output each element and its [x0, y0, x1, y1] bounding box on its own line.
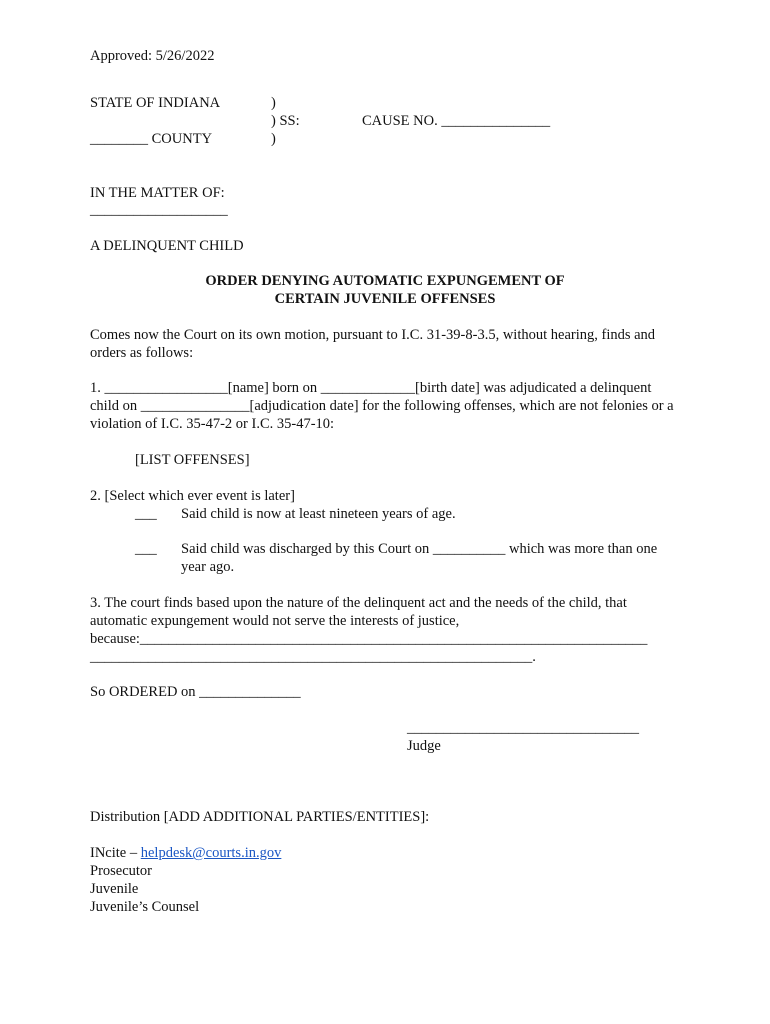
distribution-prosecutor: Prosecutor [90, 863, 153, 879]
cause-number: CAUSE NO. _______________ [362, 113, 551, 129]
matter-label: IN THE MATTER OF: [90, 185, 225, 201]
because-line: because:______________________________________________________________________ [90, 631, 648, 647]
option-2-text: Said child was discharged by this Court on __________ which was more than one year ago. [181, 541, 658, 575]
signature-line: ________________________________ [407, 720, 639, 736]
matter-child: A DELINQUENT CHILD [90, 238, 244, 254]
option-1-text: Said child is now at least nineteen years of age. [181, 506, 456, 522]
list-offenses: [LIST OFFENSES] [135, 452, 250, 468]
judge-label: Judge [407, 738, 441, 754]
distribution-juvenile: Juvenile [90, 881, 139, 897]
title-line-1: ORDER DENYING AUTOMATIC EXPUNGEMENT OF [205, 273, 565, 289]
caption-county: ________ COUNTY [90, 131, 213, 147]
incite-email-link[interactable]: helpdesk@courts.in.gov [140, 845, 282, 861]
paragraph-2-heading: 2. [Select which ever event is later] [90, 488, 295, 504]
incite-label: INcite – [90, 845, 141, 861]
because-line-2: _____________________________________________________________. [90, 649, 536, 665]
distribution-counsel: Juvenile’s Counsel [90, 899, 200, 915]
paragraph-1: 1. _________________[name] born on _____________[birth date] was adjudicated a delinquent child on _______________[adjudication date] for the following offenses, which are not felonies or a violation of I.C. 35-47-2 or I.C. 35-47-10: [90, 380, 674, 432]
approved-date: Approved: 5/26/2022 [90, 48, 215, 64]
caption-paren-3: ) [271, 131, 276, 147]
caption-state: STATE OF INDIANA [90, 95, 221, 111]
so-ordered: So ORDERED on ______________ [90, 684, 301, 700]
caption-paren-1: ) [271, 95, 276, 111]
distribution-heading: Distribution [ADD ADDITIONAL PARTIES/ENTITIES]: [90, 809, 430, 825]
caption-ss: ) SS: [271, 113, 300, 129]
matter-blank: ___________________ [90, 202, 228, 218]
distribution-incite [90, 844, 281, 862]
option-1-blank: ___ [135, 506, 157, 522]
intro-paragraph: Comes now the Court on its own motion, pursuant to I.C. 31-39-8-3.5, without hearing, finds and orders as follows: [90, 327, 656, 361]
option-2-blank: ___ [135, 541, 157, 557]
title-line-2: CERTAIN JUVENILE OFFENSES [274, 291, 496, 307]
paragraph-3: 3. The court finds based upon the nature of the delinquent act and the needs of the child, that automatic expungement would not serve the interests of justice, [90, 595, 627, 629]
